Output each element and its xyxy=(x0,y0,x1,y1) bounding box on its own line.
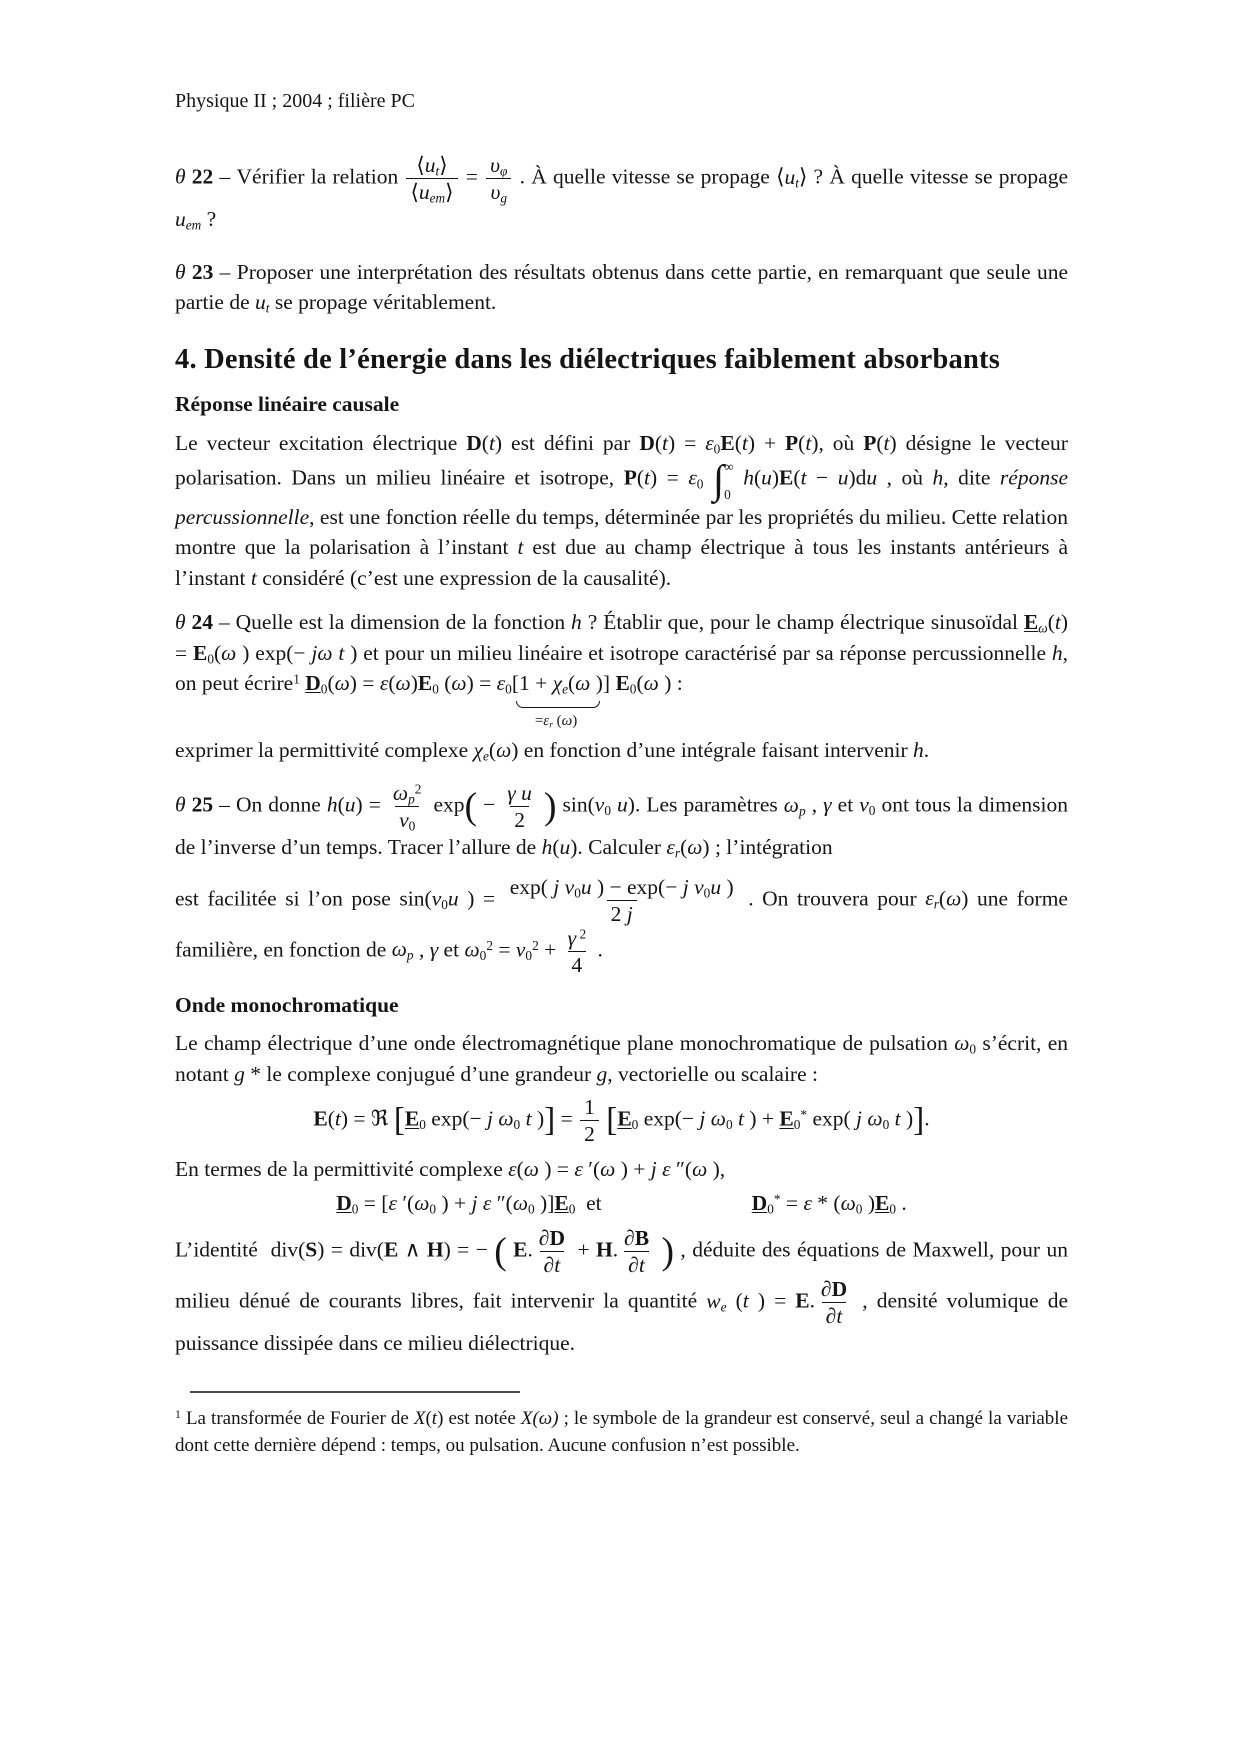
paragraph-integration-facilitee: est facilitée si l’on pose $\sin(\nu_0u$ ) = $\frac{\exp( j \nu_0u ) - \exp(- j \nu_0u )}{2 j}$ . On trouvera pour $\varepsilon_r(\omega)$ une forme familière, en fonction de $\omega_p$ , γ et $\omega_0^2 = \nu_0^2$ + $\frac{\gamma ^2}{4}$ . xyxy=(175,874,1068,978)
footnote-1: $^1$ La transformée de Fourier de X(t) est notée X(ω) ; le symbole de la grandeur est conservé, seul a changé la variable dont cette dernière dépend : temps, ou pulsation. Aucune confusion n’est possible. xyxy=(175,1407,1069,1457)
subheading-onde-monochromatique: Onde monochromatique xyxy=(175,993,399,1018)
question-24: θ 24 – Quelle est la dimension de la fonction h ? Établir que, pour le champ électrique sinusoïdal $E_\omega(t) = E_0(\omega$ ) exp(− jω t ) et pour un milieu linéaire et isotrope caractérisé par sa réponse percussionnelle h, on peut écrire$^1$ $D_0(\omega) = \varepsilon(\omega)E_0$ $(\omega) = \varepsilon_0[1 + \chi_e(\omega$ )] $=\varepsilon_r$ (ω) $E_0(\omega$ ) : xyxy=(175,610,1069,731)
paragraph-en-termes-permittivite: En termes de la permittivité complexe ε(ω ) = ε ′(ω ) + j ε ″(ω ), xyxy=(175,1157,726,1182)
question-25: θ 25 – On donne h(u) = $\frac{\omega_p^2}{\nu_0}$ exp( − $\frac{\text{γ u}}{2}$ ) $\sin(\nu_0$ u). Les paramètres $\omega_p$ , γ et $\nu_0$ ont tous la dimension de l’inverse d’un temps. Tracer l’allure de h(u). Calculer $\varepsilon_r(\omega)$ ; l’intégration xyxy=(175,781,1069,862)
equation-D0-left: $D_0 = [\varepsilon$ $'(\omega_0$ ) + j ε $''(\omega_0$ )]$E_0$ et xyxy=(336,1190,602,1217)
equation-champ-E: E(t) = ℜ [$E_0$ exp(− j $\omega_0$ t )] = $\frac{1}{2}$ [$E_0$ exp(− j $\omega_0$ t ) + $E_0^*$ exp( j $\omega_0$ t )]. xyxy=(313,1095,930,1147)
paragraph-exprimer-permittivite: exprimer la permittivité complexe $\chi_e(\omega)$ en fonction d’une intégrale faisant intervenir h. xyxy=(175,737,930,764)
equation-D0-conjugate: $D_0^* = \varepsilon * (\omega_0$ )$E_0$ . xyxy=(751,1190,907,1217)
question-22: θ 22 – Vérifier la relation $\frac{⟨u_t⟩}{⟨u_{em}⟩}$ = $\frac{\upsilon_\varphi}{\upsilon_g}$ . À quelle vitesse se propage $⟨u_t⟩$ ? À quelle vitesse se propage $u_{em}$ ? xyxy=(175,153,1068,233)
footnote-separator xyxy=(190,1391,520,1393)
equation-D0-row xyxy=(175,1191,1068,1216)
paragraph-identite-divergence: L’identité div(S) = div(E ∧ H) = − ( E. $\frac{\partial D}{\partial t}$ + H. $\frac{\partial B}{\partial t}$ ) , déduite des équations de Maxwell, pour un milieu dénué de courants libres, fait intervenir la quantité $w_e$ (t ) = E. $\frac{\partial D}{\partial t}$ , densité volumique de puissance dissipée dans ce milieu diélectrique. xyxy=(175,1225,1068,1356)
paragraph-champ-electrique-onde: Le champ électrique d’une onde électromagnétique plane monochromatique de pulsation $\omega_0$ s’écrit, en notant g * le complexe conjugué d’une grandeur g, vectorielle ou scalaire : xyxy=(175,1031,1068,1086)
subheading-reponse-lineaire-causale: Réponse linéaire causale xyxy=(175,391,400,416)
paragraph-excitation-electrique: Le vecteur excitation électrique D(t) est défini par $D(t) = \varepsilon_0E(t) + P(t)$, où P(t) désigne le vecteur polarisation. Dans un milieu linéaire et isotrope, $P(t) = \varepsilon_0$ ∫ ∞ 0 h(u)E(t − u)du , où h, dite réponse percussionnelle, est une fonction réelle du temps, déterminée par les propriétés du milieu. Cette relation montre que la polarisation à l’instant t est due au champ électrique à tous les instants antérieurs à l’instant t considéré (c’est une expression de la causalité). xyxy=(175,430,1068,590)
question-23: θ 23 – Proposer une interprétation des résultats obtenus dans cette partie, en remarquant que seule une partie de $u_t$ se propage véritablement. xyxy=(175,259,1068,316)
page-header: Physique II ; 2004 ; filière PC xyxy=(175,90,415,112)
page-content xyxy=(175,0,1068,1479)
section-4-title: 4. Densité de l’énergie dans les diélectriques faiblement absorbants xyxy=(175,343,1001,375)
